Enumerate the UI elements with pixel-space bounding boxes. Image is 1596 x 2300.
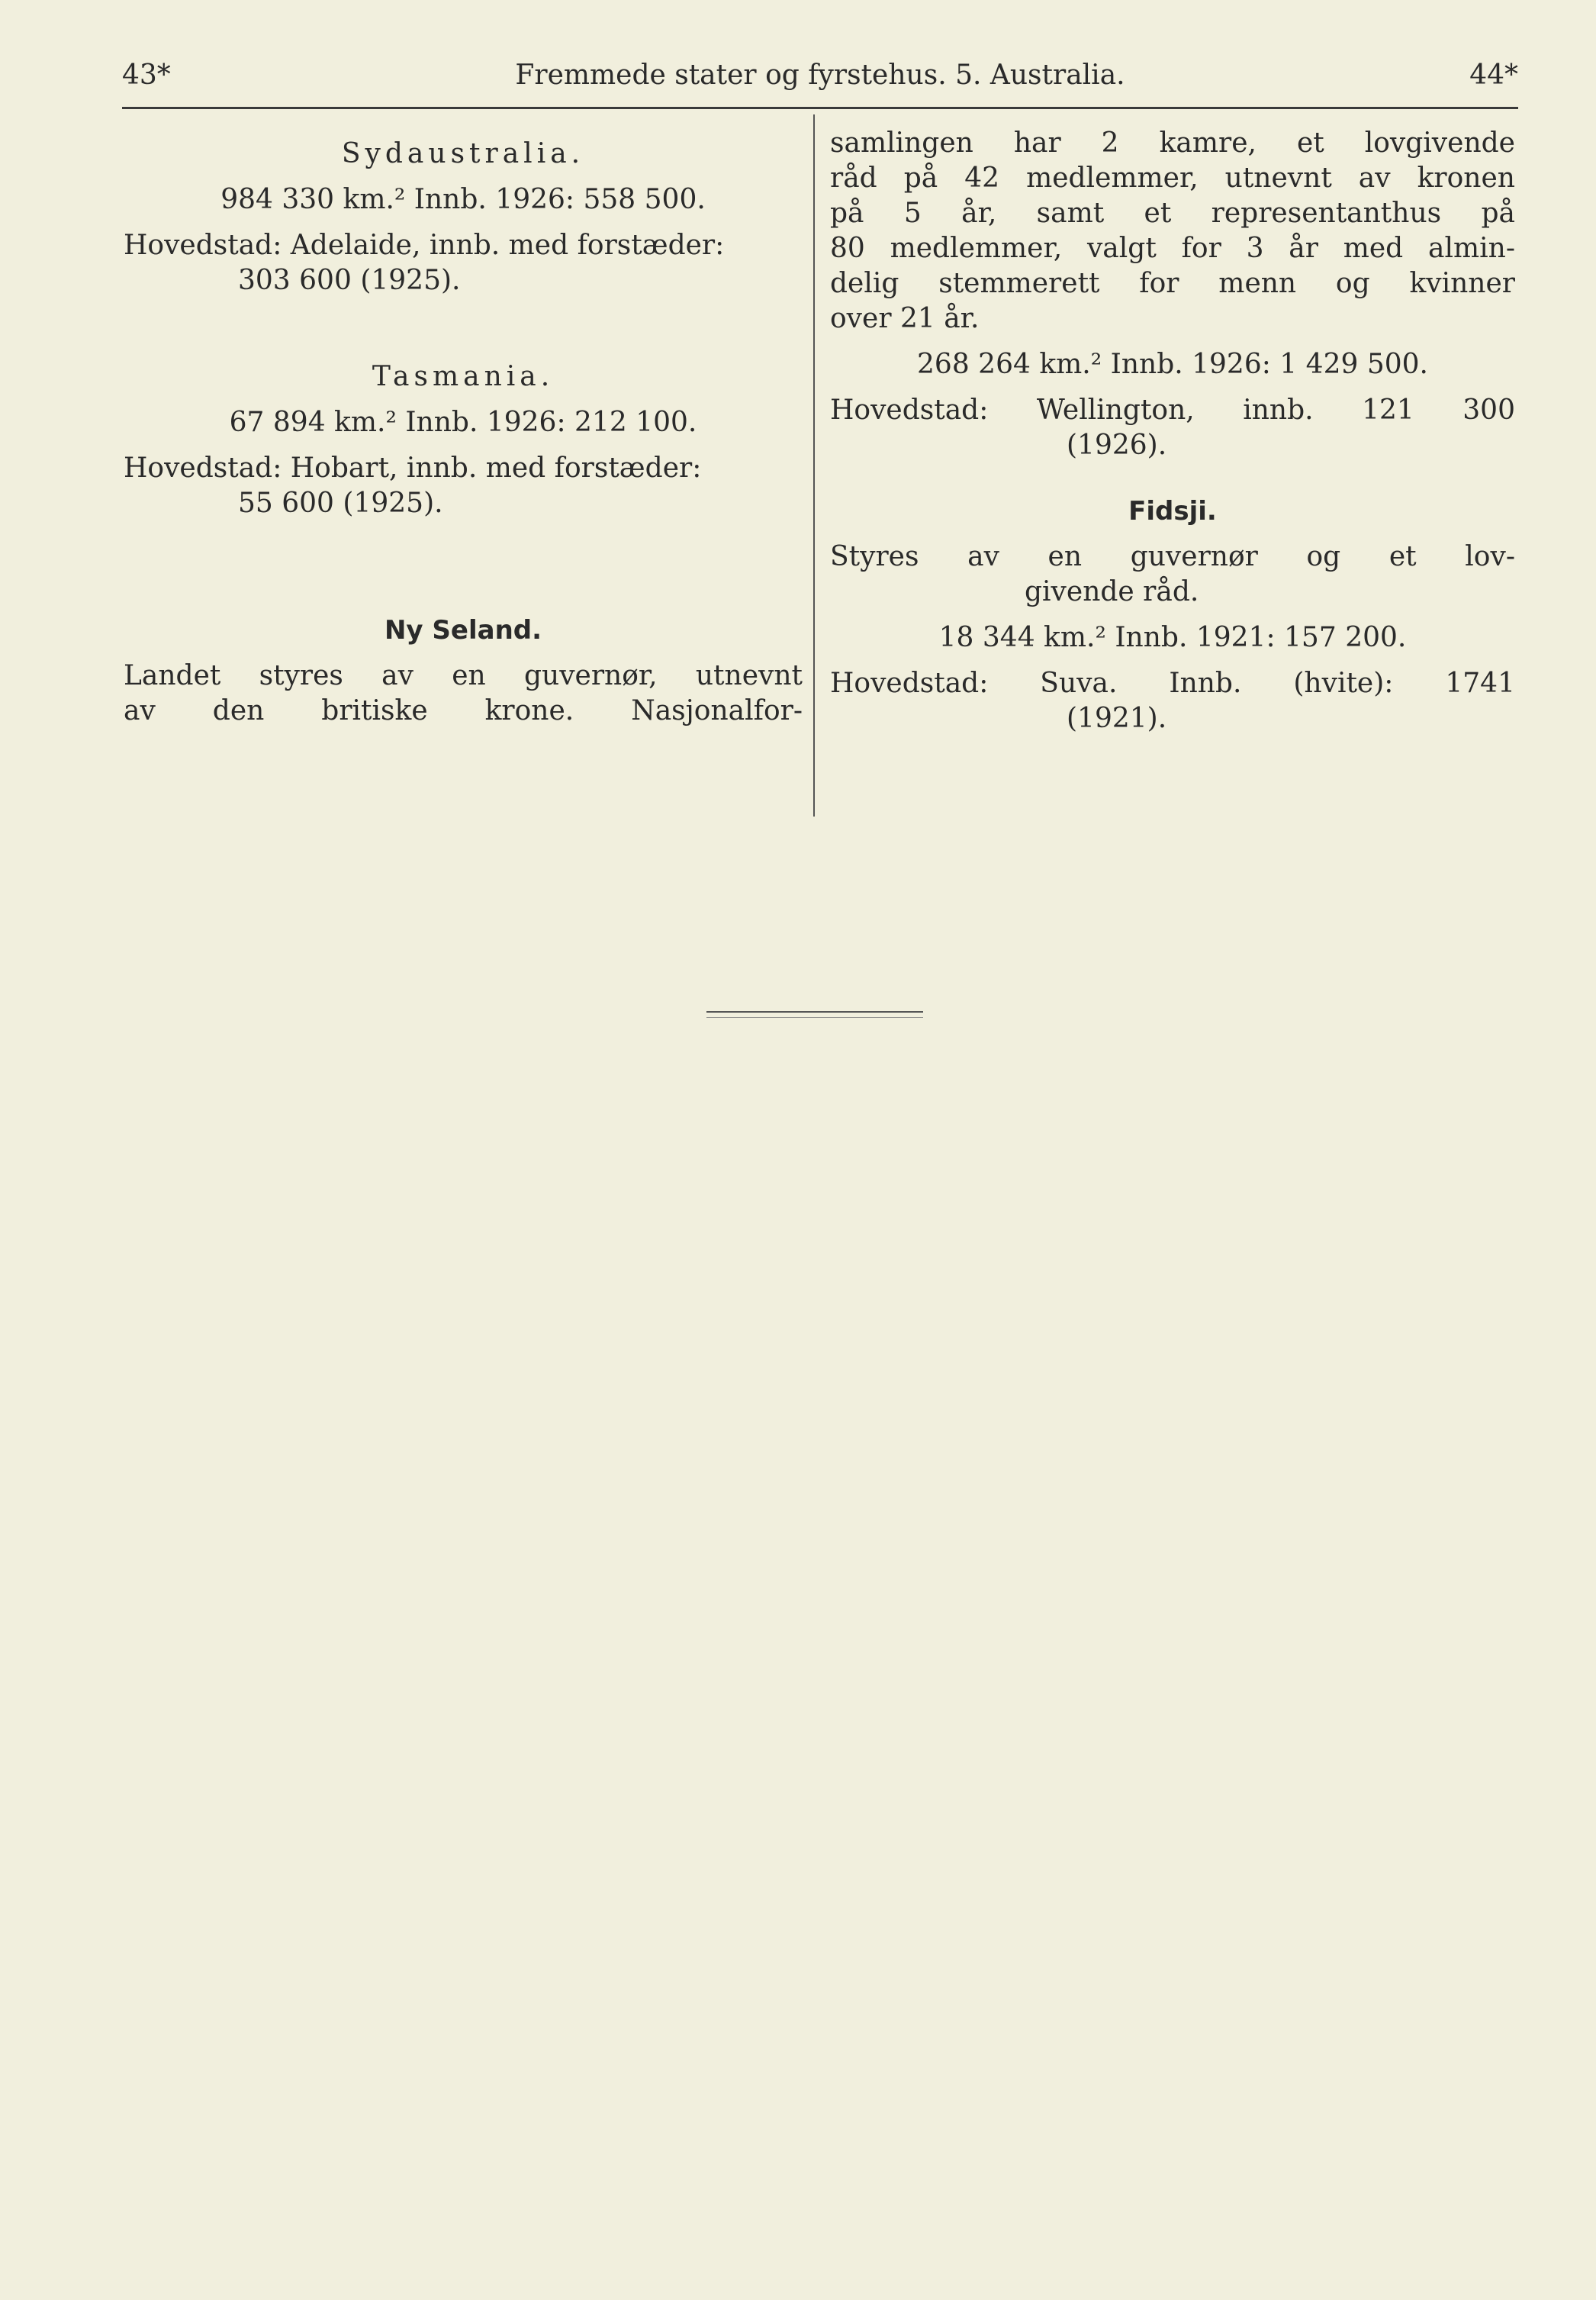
section-title-sydaustralia: Sydaustralia.: [341, 138, 585, 169]
fidsji-text-line1: Styres av en guvernør og et lov-: [830, 541, 1515, 572]
ny-seland-cont-line1: samlingen har 2 kamre, et lovgivende: [830, 127, 1515, 159]
running-title: Fremmede stater og fyrstehus. 5. Australia.: [515, 60, 1125, 91]
stat-fidsji: 18 344 km.² Innb. 1921: 157 200.: [938, 622, 1407, 653]
capital-ny-seland-line2: (1926).: [1067, 430, 1167, 461]
section-title-fidsji: Fidsji.: [1128, 496, 1217, 527]
ny-seland-cont-line6: over 21 år.: [830, 303, 980, 334]
ny-seland-text-line1: Landet styres av en guvernør, utnevnt: [124, 660, 803, 691]
ny-seland-cont-line3: på 5 år, samt et representanthus på: [830, 198, 1515, 229]
stat-tasmania: 67 894 km.² Innb. 1926: 212 100.: [229, 407, 697, 438]
right-column: [830, 126, 1515, 736]
ny-seland-cont-line2: råd på 42 medlemmer, utnevnt av kronen: [830, 163, 1515, 194]
capital-sydaustralia-line2: 303 600 (1925).: [238, 265, 461, 296]
ny-seland-cont-line4: 80 medlemmer, valgt for 3 år med almin-: [830, 233, 1515, 264]
column-divider: [813, 114, 815, 817]
capital-sydaustralia-line1: Hovedstad: Adelaide, innb. med forstæder:: [124, 230, 725, 261]
ny-seland-cont-line5: delig stemmerett for menn og kvinner: [830, 268, 1515, 299]
left-column: [124, 126, 803, 729]
section-title-tasmania: Tasmania.: [372, 361, 555, 392]
end-rule-thin: [706, 1017, 923, 1018]
capital-ny-seland-line1: Hovedstad: Wellington, innb. 121 300: [830, 395, 1515, 426]
capital-fidsji-line1: Hovedstad: Suva. Innb. (hvite): 1741: [830, 668, 1515, 699]
section-title-ny-seland: Ny Seland.: [384, 615, 542, 646]
ny-seland-text-line2: av den britiske krone. Nasjonalfor-: [124, 695, 803, 726]
stat-ny-seland: 268 264 km.² Innb. 1926: 1 429 500.: [917, 349, 1428, 380]
running-header: [122, 60, 1518, 98]
end-rule: [706, 1011, 923, 1013]
fidsji-text-line2: givende råd.: [1025, 576, 1199, 607]
page-number-left: 43*: [122, 60, 171, 91]
capital-tasmania-line2: 55 600 (1925).: [238, 488, 443, 519]
stat-sydaustralia: 984 330 km.² Innb. 1926: 558 500.: [220, 184, 706, 215]
page-number-right: 44*: [1469, 60, 1518, 91]
header-rule: [122, 107, 1518, 109]
capital-fidsji-line2: (1921).: [1067, 703, 1167, 734]
capital-tasmania-line1: Hovedstad: Hobart, innb. med forstæder:: [124, 453, 702, 484]
